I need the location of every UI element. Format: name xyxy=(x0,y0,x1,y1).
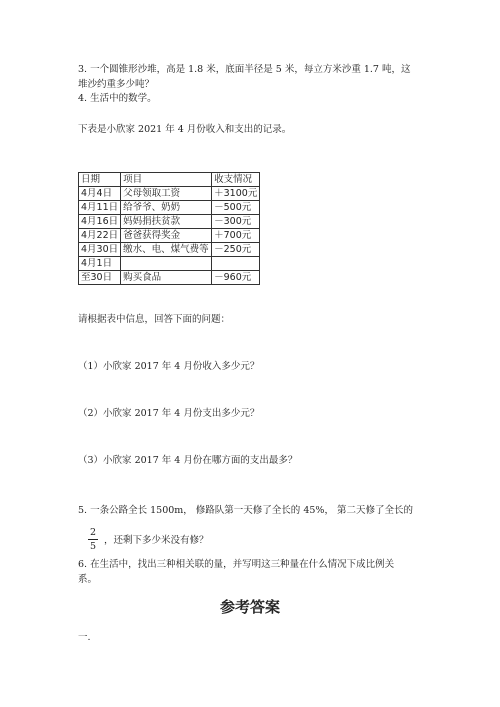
fraction-bar xyxy=(88,539,98,540)
cell-amount: －960元 xyxy=(212,271,260,285)
cell-date: 4月1日 xyxy=(79,257,121,271)
income-expense-table xyxy=(78,172,260,285)
cell-amount: －500元 xyxy=(212,201,260,215)
cell-date: 4月22日 xyxy=(79,229,121,243)
table-row xyxy=(79,201,260,215)
fraction-denominator: 5 xyxy=(89,541,97,552)
cell-item: 爸爸获得奖金 xyxy=(121,229,212,243)
cell-date: 4月16日 xyxy=(79,215,121,229)
table-row xyxy=(79,257,260,271)
cell-date: 至30日 xyxy=(79,271,121,285)
table-row xyxy=(79,229,260,243)
question-prompt: 请根据表中信息，回答下面的问题： xyxy=(78,314,231,325)
question-5-line-2: ，还剩下多少米没有修？ xyxy=(104,535,209,546)
table-header-row xyxy=(79,173,260,187)
question-3-line-1: 3. 一个圆锥形沙堆，高是 1.8 米，底面半径是 5 米，每立方米沙重 1.7 吨，这 xyxy=(78,64,411,75)
header-date: 日期 xyxy=(79,173,121,187)
header-item: 项目 xyxy=(121,173,212,187)
sub-question-2: （2）小欣家 2017 年 4 月份支出多少元？ xyxy=(78,408,260,419)
sub-question-3: （3）小欣家 2017 年 4 月份在哪方面的支出最多？ xyxy=(78,455,298,466)
question-5-line-1: 5. 一条公路全长 1500m， 修路队第一天修了全长的 45%， 第二天修了全长的 xyxy=(78,505,413,516)
cell-date: 4月30日 xyxy=(79,243,121,257)
cell-item: 给爷爷、奶奶 xyxy=(121,201,212,215)
cell-item xyxy=(121,257,212,271)
header-amount: 收支情况 xyxy=(212,173,260,187)
cell-amount: －300元 xyxy=(212,215,260,229)
fraction-numerator: 2 xyxy=(89,527,97,538)
cell-amount: ＋3100元 xyxy=(212,187,260,201)
table-row xyxy=(79,187,260,201)
cell-date: 4月4日 xyxy=(79,187,121,201)
answer-heading: 参考答案 xyxy=(219,598,280,616)
table-intro: 下表是小欣家 2021 年 4 月份收入和支出的记录。 xyxy=(78,124,292,135)
cell-item: 妈妈捐扶贫款 xyxy=(121,215,212,229)
cell-amount xyxy=(212,257,260,271)
question-3-line-2: 堆沙约重多少吨？ xyxy=(78,79,155,90)
question-6-line-2: 系。 xyxy=(78,574,98,585)
table-row xyxy=(79,243,260,257)
table-row xyxy=(79,215,260,229)
cell-item: 购买食品 xyxy=(121,271,212,285)
question-6-line-1: 6. 在生活中，找出三种相关联的量，并写明这三种量在什么情况下成比例关 xyxy=(78,559,395,570)
section-one-label: 一. xyxy=(78,632,91,643)
cell-amount: －250元 xyxy=(212,243,260,257)
cell-date: 4月11日 xyxy=(79,201,121,215)
question-4-title: 4. 生活中的数学。 xyxy=(78,93,157,104)
sub-question-1: （1）小欣家 2017 年 4 月份收入多少元？ xyxy=(78,361,260,372)
cell-item: 缴水、电、煤气费等 xyxy=(121,243,212,257)
fraction xyxy=(88,527,98,552)
cell-amount: ＋700元 xyxy=(212,229,260,243)
table-row xyxy=(79,271,260,285)
cell-item: 父母领取工资 xyxy=(121,187,212,201)
